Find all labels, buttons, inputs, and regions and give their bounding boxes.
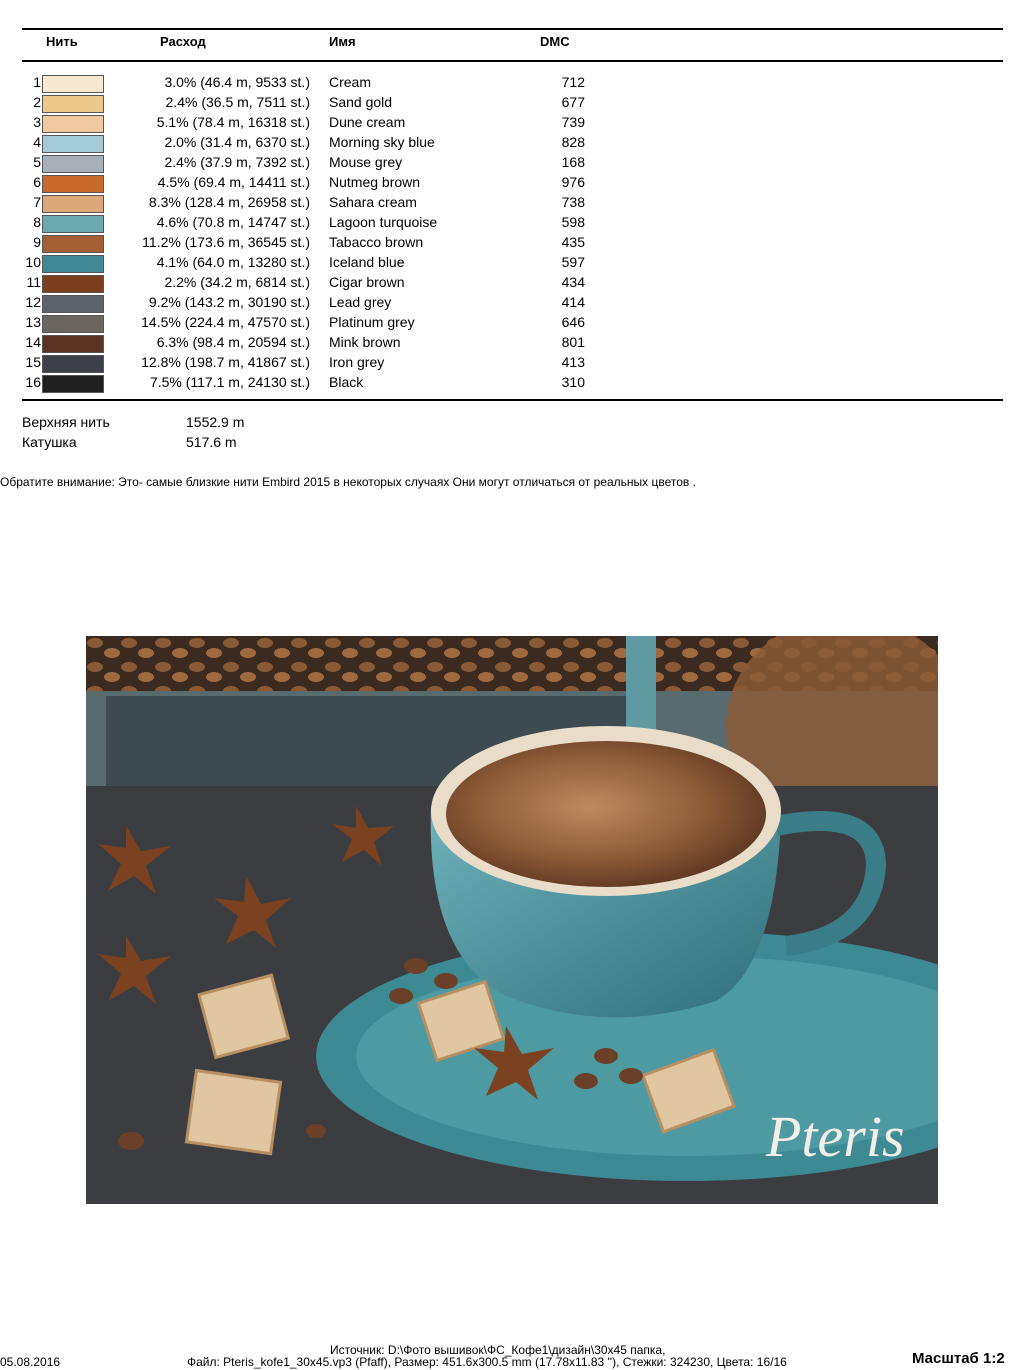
row-number: 16 <box>25 374 41 390</box>
table-row <box>0 252 1024 272</box>
row-dmc: 738 <box>561 194 585 210</box>
row-dmc: 646 <box>561 314 585 330</box>
header-dmc: DMC <box>540 34 570 49</box>
table-row <box>0 172 1024 192</box>
row-name: Tabacco brown <box>329 234 424 250</box>
color-swatch <box>42 75 104 93</box>
table-row <box>0 72 1024 92</box>
color-swatch <box>42 375 104 393</box>
row-usage: 4.6% (70.8 m, 14747 st.) <box>156 214 310 230</box>
color-swatch <box>42 255 104 273</box>
color-swatch <box>42 315 104 333</box>
row-usage: 4.5% (69.4 m, 14411 st.) <box>157 174 310 190</box>
table-header-rule <box>22 60 1003 62</box>
row-dmc: 413 <box>561 354 585 370</box>
footer-source: Источник: D:\Фото вышивок\ФС_Кофе1\дизайн\30x45 папка, <box>330 1343 666 1357</box>
row-number: 7 <box>33 194 41 210</box>
row-number: 15 <box>25 354 41 370</box>
footer-date: 05.08.2016 <box>0 1355 61 1369</box>
row-name: Iceland blue <box>329 254 405 270</box>
row-dmc: 828 <box>561 134 585 150</box>
row-number: 3 <box>33 114 41 130</box>
color-swatch <box>42 175 104 193</box>
footer-file-info: Файл: Pteris_kofe1_30x45.vp3 (Pfaff), Размер: 451.6x300.5 mm (17.78x11.83 ''), Стежки: 324230, Цвета: 16/16 <box>187 1355 787 1369</box>
row-usage: 7.5% (117.1 m, 24130 st.) <box>149 374 310 390</box>
row-number: 10 <box>25 254 41 270</box>
row-number: 12 <box>25 294 41 310</box>
table-row <box>0 132 1024 152</box>
row-usage: 2.0% (31.4 m, 6370 st.) <box>164 134 310 150</box>
row-usage: 8.3% (128.4 m, 26958 st.) <box>148 194 310 210</box>
table-row <box>0 192 1024 212</box>
header-usage: Расход <box>160 34 206 49</box>
footer-scale: Масштаб 1:2 <box>912 1350 1005 1367</box>
row-dmc: 168 <box>561 154 585 170</box>
table-row <box>0 152 1024 172</box>
row-name: Cream <box>329 74 372 90</box>
color-swatch <box>42 355 104 373</box>
row-number: 4 <box>33 134 41 150</box>
row-dmc: 739 <box>561 114 585 130</box>
row-number: 8 <box>33 214 41 230</box>
bobbin-label: Катушка <box>22 434 77 450</box>
table-row <box>0 332 1024 352</box>
table-row <box>0 292 1024 312</box>
row-name: Sahara cream <box>329 194 417 210</box>
color-swatch <box>42 235 104 253</box>
header-thread: Нить <box>46 34 78 49</box>
row-name: Iron grey <box>329 354 385 370</box>
row-name: Lead grey <box>329 294 392 310</box>
row-dmc: 598 <box>561 214 585 230</box>
row-number: 13 <box>25 314 41 330</box>
row-dmc: 597 <box>561 254 585 270</box>
row-number: 1 <box>33 74 41 90</box>
row-usage: 11.2% (173.6 m, 36545 st.) <box>142 234 310 250</box>
row-number: 5 <box>33 154 41 170</box>
row-name: Mink brown <box>329 334 401 350</box>
table-top-rule <box>22 28 1003 30</box>
top-thread-value: 1552.9 m <box>186 414 245 430</box>
color-swatch <box>42 95 104 113</box>
table-row <box>0 372 1024 392</box>
row-number: 9 <box>33 234 41 250</box>
table-row <box>0 212 1024 232</box>
row-number: 14 <box>25 334 41 350</box>
color-swatch <box>42 215 104 233</box>
table-row <box>0 272 1024 292</box>
table-bottom-rule <box>22 399 1003 401</box>
embroidery-preview-image <box>86 636 938 1204</box>
row-dmc: 801 <box>561 334 585 350</box>
color-swatch <box>42 135 104 153</box>
color-swatch <box>42 275 104 293</box>
table-row <box>0 352 1024 372</box>
row-name: Dune cream <box>329 114 406 130</box>
row-dmc: 976 <box>561 174 585 190</box>
table-row <box>0 232 1024 252</box>
row-usage: 14.5% (224.4 m, 47570 st.) <box>141 314 310 330</box>
color-swatch <box>42 195 104 213</box>
row-dmc: 712 <box>561 74 585 90</box>
color-disclaimer: Обратите внимание: Это- самые близкие нити Embird 2015 в некоторых случаях Они могут отличаться от реальных цветов . <box>0 475 696 489</box>
row-number: 11 <box>26 274 41 290</box>
row-usage: 12.8% (198.7 m, 41867 st.) <box>141 354 310 370</box>
row-dmc: 435 <box>561 234 585 250</box>
row-usage: 5.1% (78.4 m, 16318 st.) <box>156 114 310 130</box>
row-name: Nutmeg brown <box>329 174 421 190</box>
color-swatch <box>42 155 104 173</box>
row-name: Mouse grey <box>329 154 403 170</box>
row-dmc: 677 <box>561 94 585 110</box>
table-row <box>0 312 1024 332</box>
table-row <box>0 112 1024 132</box>
color-swatch <box>42 335 104 353</box>
row-usage: 4.1% (64.0 m, 13280 st.) <box>156 254 310 270</box>
row-name: Lagoon turquoise <box>329 214 438 230</box>
row-usage: 2.4% (37.9 m, 7392 st.) <box>164 154 310 170</box>
row-name: Black <box>329 374 364 390</box>
row-name: Morning sky blue <box>329 134 435 150</box>
row-number: 6 <box>33 174 41 190</box>
row-usage: 6.3% (98.4 m, 20594 st.) <box>156 334 310 350</box>
row-name: Platinum grey <box>329 314 415 330</box>
color-swatch <box>42 115 104 133</box>
row-number: 2 <box>33 94 41 110</box>
row-name: Sand gold <box>329 94 393 110</box>
top-thread-label: Верхняя нить <box>22 414 110 430</box>
header-name: Имя <box>329 34 356 49</box>
bobbin-value: 517.6 m <box>186 434 237 450</box>
watermark-text: Pteris <box>766 1104 905 1169</box>
row-dmc: 310 <box>561 374 585 390</box>
color-swatch <box>42 295 104 313</box>
row-usage: 2.4% (36.5 m, 7511 st.) <box>165 94 310 110</box>
row-usage: 2.2% (34.2 m, 6814 st.) <box>164 274 310 290</box>
row-dmc: 414 <box>561 294 585 310</box>
row-usage: 3.0% (46.4 m, 9533 st.) <box>164 74 310 90</box>
table-row <box>0 92 1024 112</box>
row-name: Cigar brown <box>329 274 405 290</box>
row-dmc: 434 <box>561 274 585 290</box>
row-usage: 9.2% (143.2 m, 30190 st.) <box>148 294 310 310</box>
